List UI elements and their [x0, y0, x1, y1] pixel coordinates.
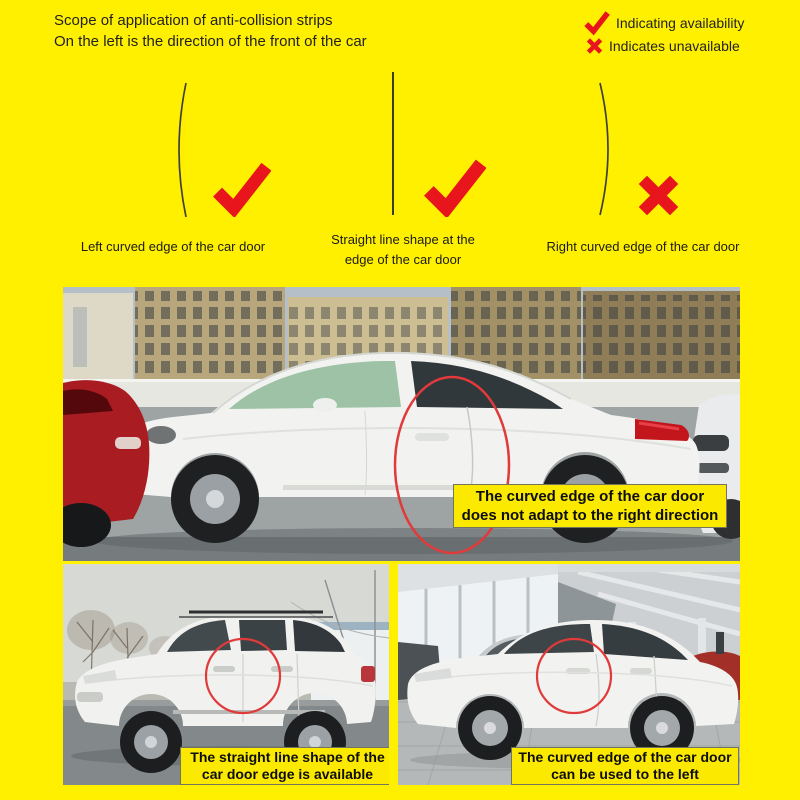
x-icon	[586, 38, 603, 54]
header-text	[54, 10, 367, 52]
check-icon	[424, 157, 486, 217]
caption-bl-line-1: The straight line shape of the	[190, 749, 385, 765]
photo-coupe-right-door-edge	[63, 287, 740, 561]
caption-main-photo	[453, 484, 727, 528]
caption-main-line-1: The curved edge of the car door	[475, 488, 705, 505]
caption-bottom-left-photo	[180, 747, 389, 785]
legend-unavailable	[586, 38, 740, 54]
straight-line	[392, 72, 394, 215]
header-line-2: On the left is the direction of the front of the car	[54, 33, 367, 50]
caption-br-line-2: can be used to the left	[551, 766, 699, 782]
right-curve-line	[596, 80, 618, 218]
legend-available	[584, 11, 744, 34]
check-icon	[213, 160, 271, 217]
check-icon	[584, 11, 610, 34]
caption-bottom-right-photo	[511, 747, 739, 785]
label-left-curve: Left curved edge of the car door	[80, 239, 266, 254]
photo-suv-straight-door-edge	[63, 564, 389, 785]
label-straight-line-2: edge of the car door	[344, 252, 462, 267]
caption-main-line-2: does not adapt to the right direction	[461, 507, 719, 524]
legend-unavailable-label: Indicates unavailable	[609, 38, 740, 54]
label-right-curve: Right curved edge of the car door	[546, 239, 740, 254]
caption-bl-line-2: car door edge is available	[201, 766, 374, 782]
left-curve-line	[170, 80, 190, 220]
label-straight-line	[313, 230, 493, 270]
x-icon	[637, 175, 680, 216]
photo-sedan-left-door-edge	[398, 564, 740, 785]
label-straight-line-1: Straight line shape at the	[331, 232, 475, 247]
header-line-1: Scope of application of anti-collision strips	[54, 12, 333, 29]
caption-br-line-1: The curved edge of the car door	[518, 749, 732, 765]
legend-available-label: Indicating availability	[616, 14, 745, 31]
